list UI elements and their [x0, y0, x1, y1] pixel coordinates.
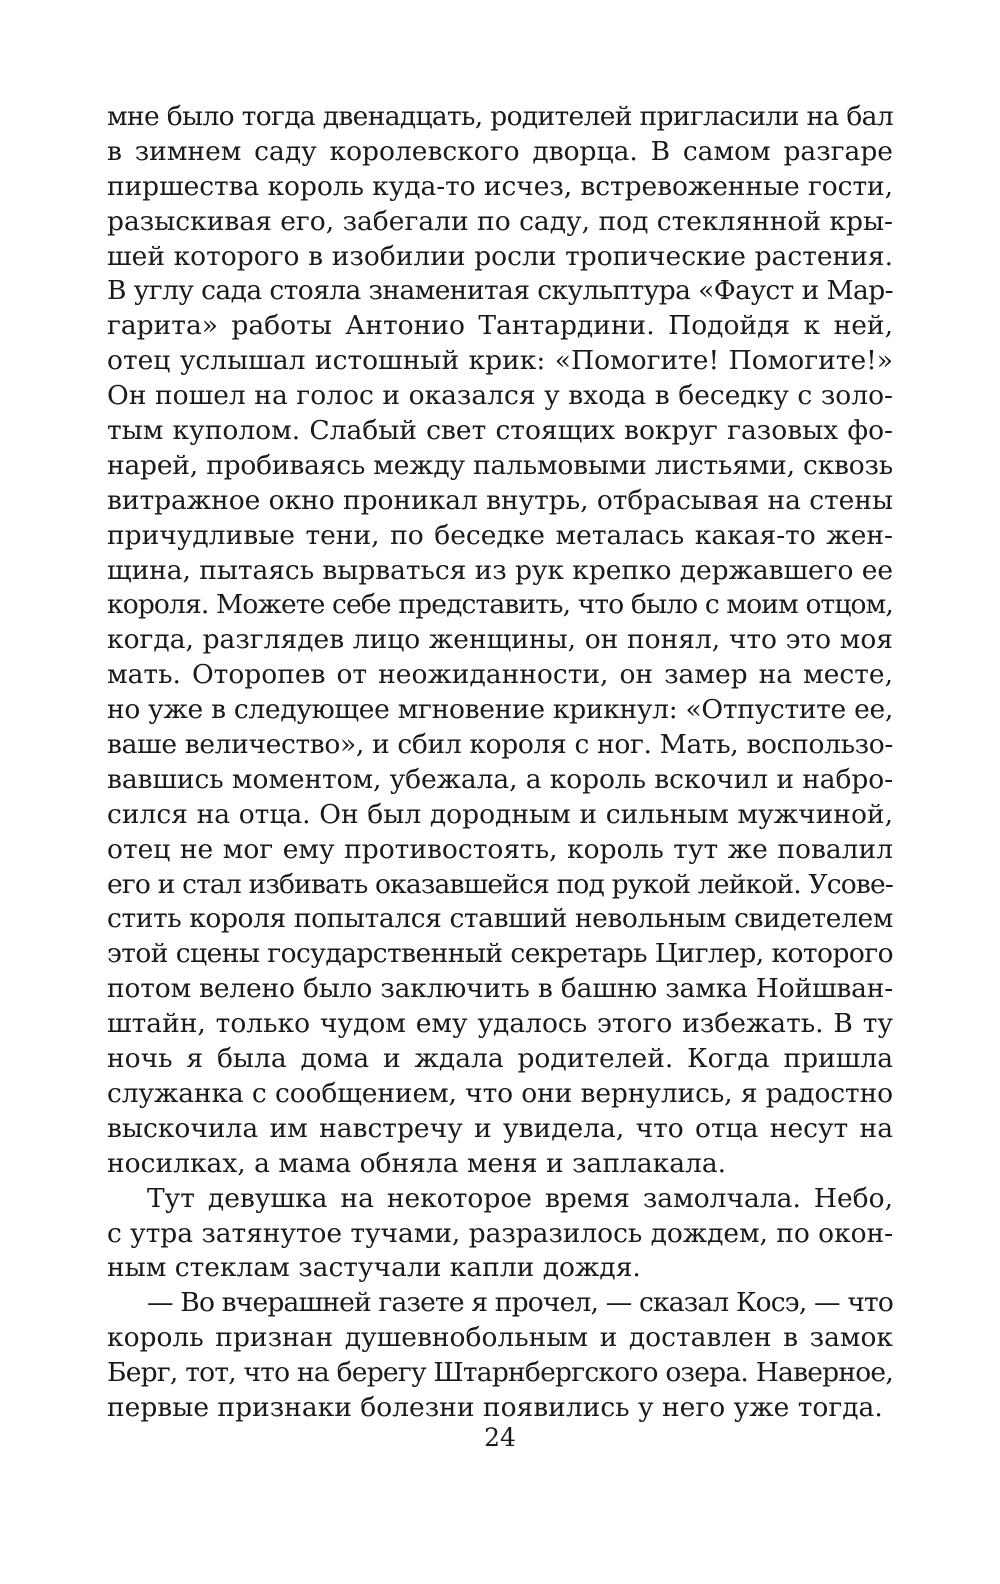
- text-line: стить короля попытался ставший невольным свидетелем: [107, 903, 893, 935]
- text-line: его и стал избивать оказавшейся под рукой лейкой. Усове-: [107, 868, 893, 900]
- text-line: мне было тогда двенадцать, родителей пригласили на бал: [107, 101, 893, 132]
- text-line: гарита» работы Антонио Тантардини. Подойдя к ней,: [107, 310, 893, 342]
- text-line: носилках, а мама обняла меня и заплакала.: [107, 1147, 727, 1179]
- text-line: но уже в следующее мгновение крикнул: «Отпустите ее,: [107, 694, 893, 726]
- text-line: отец не мог ему противостоять, король тут же повалил: [107, 833, 893, 865]
- text-line: короля. Можете себе представить, что было с моим отцом,: [107, 589, 893, 621]
- text-line: потом велено было заключить в башню замка Нойшван-: [107, 973, 893, 1005]
- text-line: Берг, тот, что на берегу Штарнбергского озера. Наверное,: [107, 1357, 893, 1389]
- text-line: В углу сада стояла знаменитая скульптура «Фауст и Мар-: [107, 275, 893, 307]
- text-line: с утра затянутое тучами, разразилось дождем, по окон-: [107, 1217, 893, 1249]
- text-line: шей которого в изобилии росли тропические растения.: [107, 240, 893, 272]
- text-line: первые признаки болезни появились у него уже тогда.: [107, 1391, 883, 1423]
- text-line: служанка с сообщением, что они вернулись, я радостно: [107, 1077, 893, 1109]
- text-line: Он пошел на голос и оказался у входа в беседку с золо-: [107, 380, 893, 412]
- text-line: разыскивая его, забегали по саду, под стеклянной кры-: [107, 205, 893, 237]
- text-line: когда, разглядев лицо женщины, он понял, что это моя: [107, 624, 893, 656]
- text-line: выскочила им навстречу и увидела, что отца несут на: [107, 1112, 893, 1144]
- text-line: витражное окно проникал внутрь, отбрасывая на стены: [107, 484, 893, 516]
- text-line: причудливые тени, по беседке металась какая-то жен-: [107, 519, 893, 551]
- text-line: вавшись моментом, убежала, а король вскочил и набро-: [107, 763, 893, 795]
- text-line: ным стеклам застучали капли дождя.: [107, 1252, 641, 1284]
- text-line: в зимнем саду королевского дворца. В самом разгаре: [107, 135, 893, 167]
- text-line: ваше величество», и сбил короля с ног. Мать, воспользо-: [107, 729, 893, 761]
- body-text: [107, 100, 893, 1426]
- text-line: сился на отца. Он был дородным и сильным мужчиной,: [107, 798, 893, 830]
- text-line: пиршества король куда-то исчез, встревоженные гости,: [107, 170, 893, 202]
- text-line: щина, пытаясь вырваться из рук крепко державшего ее: [107, 554, 893, 586]
- text-line: тым куполом. Слабый свет стоящих вокруг газовых фо-: [107, 415, 893, 447]
- text-line: этой сцены государственный секретарь Циглер, которого: [107, 938, 893, 970]
- text-line: штайн, только чудом ему удалось этого избежать. В ту: [107, 1008, 893, 1040]
- text-line: король признан душевнобольным и доставлен в замок: [107, 1322, 893, 1354]
- text-line: ночь я была дома и ждала родителей. Когда пришла: [107, 1043, 893, 1075]
- text-line: мать. Оторопев от неожиданности, он замер на месте,: [107, 659, 893, 691]
- page-number: 24: [484, 1423, 516, 1452]
- text-line: нарей, пробиваясь между пальмовыми листьями, сквозь: [107, 449, 893, 481]
- paragraph-start-line: Тут девушка на некоторое время замолчала. Небо,: [147, 1182, 893, 1214]
- paragraph-start-line: — Во вчерашней газете я прочел, — сказал Косэ, — что: [147, 1287, 893, 1319]
- text-line: отец услышал истошный крик: «Помогите! Помогите!»: [107, 345, 893, 377]
